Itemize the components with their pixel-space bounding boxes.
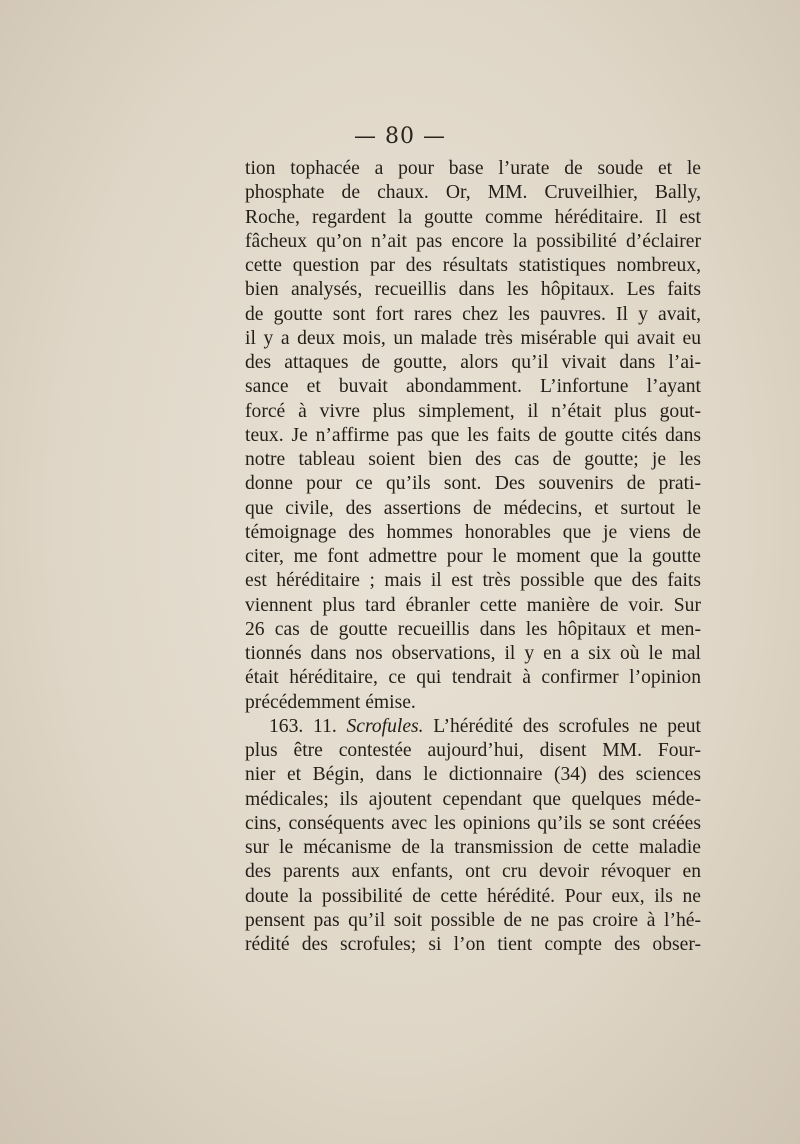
text-line: était héréditaire, ce qui tendrait à confirmer l’opinion [245,667,701,689]
text-line: il y a deux mois, un malade très misérable qui avait eu [245,327,701,349]
text-line: tion tophacée a pour base l’urate de soude et le [245,158,701,179]
text-line: rédité des scrofules; si l’on tient compte des obser- [245,934,701,955]
text-line: notre tableau soient bien des cas de goutte; je les [245,449,701,470]
section-first-line: L’hérédité des scrofules ne peut [433,715,701,737]
text-line: tionnés dans nos observations, il y en a six où le mal [245,643,701,664]
section-heading-line [245,715,701,739]
text-line: teux. Je n’affirme pas que les faits de goutte cités dans [245,424,701,446]
text-line: cins, conséquents avec les opinions qu’ils se sont créées [245,812,701,834]
section-number: 163. 11. [269,715,337,737]
text-line: des parents aux enfants, ont cru devoir révoquer en [245,861,701,883]
body-text [245,157,701,957]
text-line: viennent plus tard ébranler cette manière de voir. Sur [245,594,701,616]
text-line: citer, me font admettre pour le moment que la goutte [245,546,701,567]
text-line: médicales; ils ajoutent cependant que quelques méde- [245,788,701,810]
text-line: pensent pas qu’il soit possible de ne pas croire à l’hé- [245,909,701,931]
text-line: que civile, des assertions de médecins, et surtout le [245,497,701,519]
text-line: des attaques de goutte, alors qu’il vivait dans l’ai- [245,352,701,373]
text-line: est héréditaire ; mais il est très possible que des faits [245,570,701,592]
section-title: Scrofules. [346,715,424,737]
text-line: témoignage des hommes honorables que je viens de [245,521,701,543]
text-line: Roche, regardent la goutte comme héréditaire. Il est [245,206,701,228]
text-line: nier et Bégin, dans le dictionnaire (34) des sciences [245,764,701,786]
page-number: — 80 — [354,124,446,149]
paragraph-end-line: précédemment émise. [245,691,416,713]
text-line: bien analysés, recueillis dans les hôpitaux. Les faits [245,279,701,301]
text-line: plus être contestée aujourd’hui, disent MM. Four- [245,740,701,761]
text-line: sur le mécanisme de la transmission de cette maladie [245,837,701,858]
text-line: 26 cas de goutte recueillis dans les hôpitaux et men- [245,618,701,640]
text-line: cette question par des résultats statistiques nombreux, [245,255,701,276]
text-line: doute la possibilité de cette hérédité. Pour eux, ils ne [245,885,701,907]
text-line: forcé à vivre plus simplement, il n’était plus gout- [245,400,701,422]
text-line: phosphate de chaux. Or, MM. Cruveilhier, Bally, [245,182,701,204]
text-line: de goutte sont fort rares chez les pauvres. Il y avait, [245,303,701,325]
text-line: fâcheux qu’on n’ait pas encore la possibilité d’éclairer [245,230,701,252]
text-line: sance et buvait abondamment. L’infortune l’ayant [245,376,701,398]
text-line: donne pour ce qu’ils sont. Des souvenirs de prati- [245,473,701,495]
